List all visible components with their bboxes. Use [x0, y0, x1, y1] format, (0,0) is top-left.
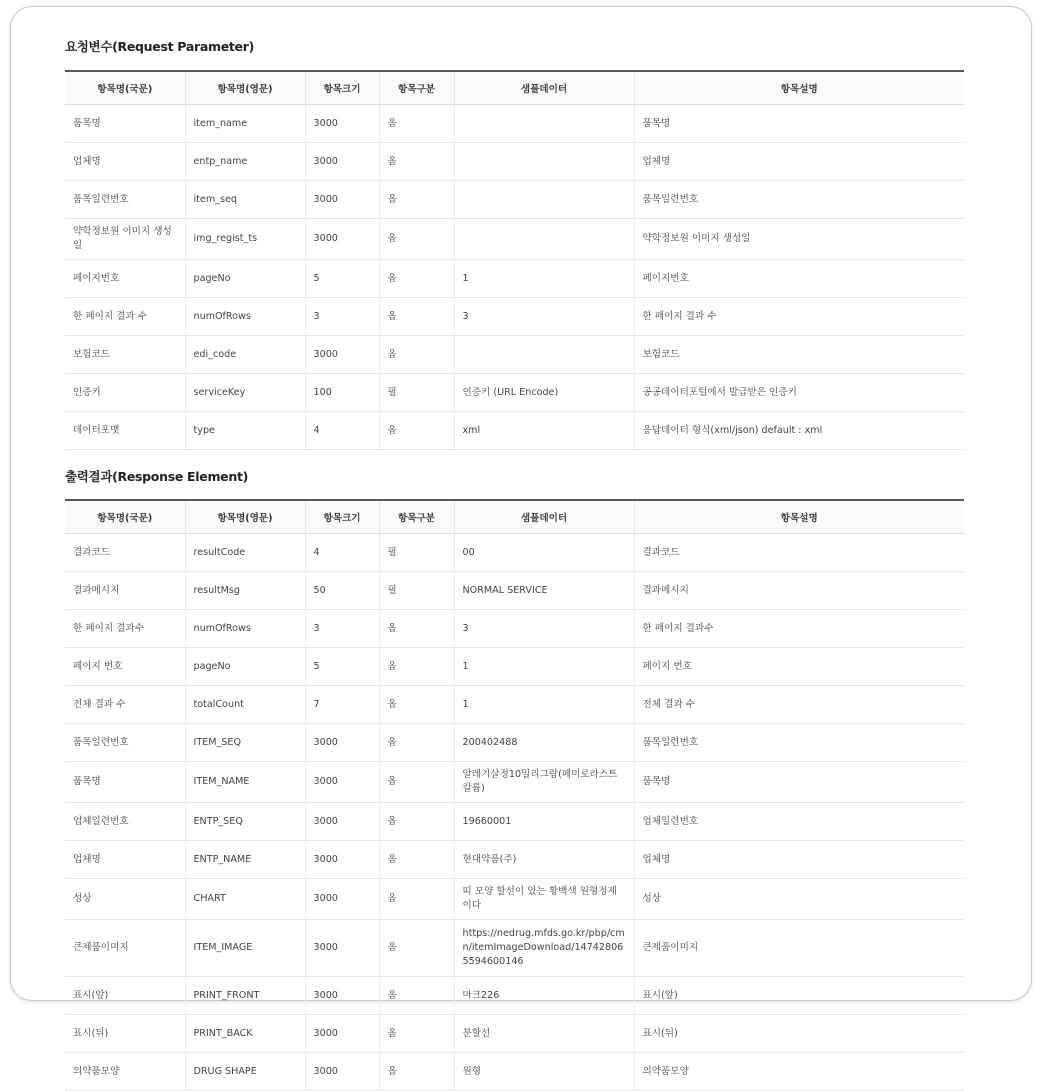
- cell-sample: [454, 181, 634, 219]
- cell-name-ko: 페이지 번호: [65, 648, 185, 686]
- cell-name-en: serviceKey: [185, 374, 305, 412]
- table-row: [65, 572, 964, 610]
- cell-size: 3000: [305, 143, 379, 181]
- cell-name-en: edi_code: [185, 336, 305, 374]
- cell-name-ko: 전체 결과 수: [65, 686, 185, 724]
- table-header-row: [65, 71, 964, 105]
- cell-type: 옵: [379, 879, 454, 920]
- cell-description: 전체 결과 수: [634, 686, 964, 724]
- cell-size: 5: [305, 648, 379, 686]
- cell-type: 옵: [379, 298, 454, 336]
- request-section-title: 요청변수(Request Parameter): [65, 39, 255, 54]
- cell-name-en: PRINT_FRONT: [185, 977, 305, 1015]
- cell-sample: 현대약품(주): [454, 841, 634, 879]
- table-row: [65, 610, 964, 648]
- content-area: [65, 37, 965, 1077]
- cell-size: 3: [305, 298, 379, 336]
- cell-description: 페이지 번호: [634, 648, 964, 686]
- header-size: 항목크기: [305, 500, 379, 534]
- cell-description: 품목일련번호: [634, 724, 964, 762]
- cell-name-en: numOfRows: [185, 610, 305, 648]
- cell-name-en: ITEM_NAME: [185, 762, 305, 803]
- cell-size: 3000: [305, 841, 379, 879]
- cell-sample: 00: [454, 534, 634, 572]
- cell-sample: 인증키 (URL Encode): [454, 374, 634, 412]
- cell-description: 품목명: [634, 762, 964, 803]
- cell-size: 3000: [305, 724, 379, 762]
- cell-description: 표시(뒤): [634, 1015, 964, 1053]
- cell-sample: [454, 219, 634, 260]
- header-type: 항목구분: [379, 71, 454, 105]
- cell-type: 옵: [379, 260, 454, 298]
- header-sample: 샘플데이터: [454, 71, 634, 105]
- table-row: [65, 803, 964, 841]
- table-row: [65, 374, 964, 412]
- cell-type: 옵: [379, 762, 454, 803]
- table-row: [65, 412, 964, 450]
- table-row: [65, 298, 964, 336]
- cell-name-en: resultCode: [185, 534, 305, 572]
- cell-description: 의약품모양: [634, 1053, 964, 1091]
- cell-sample: [454, 143, 634, 181]
- header-name-en: 항목명(영문): [185, 71, 305, 105]
- cell-name-ko: 품목일련번호: [65, 724, 185, 762]
- table-row: [65, 1015, 964, 1053]
- cell-type: 옵: [379, 336, 454, 374]
- cell-description: 결과코드: [634, 534, 964, 572]
- cell-name-ko: 표시(뒤): [65, 1015, 185, 1053]
- table-row: [65, 724, 964, 762]
- cell-description: 업체일련번호: [634, 803, 964, 841]
- cell-name-ko: 큰제품이미지: [65, 920, 185, 977]
- cell-name-en: CHART: [185, 879, 305, 920]
- cell-name-en: item_name: [185, 105, 305, 143]
- cell-description: 보험코드: [634, 336, 964, 374]
- cell-description: 성상: [634, 879, 964, 920]
- table-row: [65, 879, 964, 920]
- cell-sample: 1: [454, 260, 634, 298]
- cell-size: 4: [305, 534, 379, 572]
- cell-size: 3000: [305, 977, 379, 1015]
- cell-name-ko: 인증키: [65, 374, 185, 412]
- cell-size: 7: [305, 686, 379, 724]
- cell-sample: 3: [454, 298, 634, 336]
- request-parameter-table: [65, 70, 964, 450]
- cell-name-ko: 성상: [65, 879, 185, 920]
- cell-sample: 1: [454, 686, 634, 724]
- cell-name-en: ENTP_NAME: [185, 841, 305, 879]
- cell-size: 4: [305, 412, 379, 450]
- cell-description: 업체명: [634, 143, 964, 181]
- header-type: 항목구분: [379, 500, 454, 534]
- cell-name-en: resultMsg: [185, 572, 305, 610]
- cell-name-en: DRUG SHAPE: [185, 1053, 305, 1091]
- cell-type: 옵: [379, 610, 454, 648]
- response-element-table: [65, 499, 964, 1091]
- cell-name-en: entp_name: [185, 143, 305, 181]
- cell-sample: 원형: [454, 1053, 634, 1091]
- cell-name-ko: 품목일련번호: [65, 181, 185, 219]
- cell-description: 공공데이터포털에서 발급받은 인증키: [634, 374, 964, 412]
- cell-size: 3000: [305, 1053, 379, 1091]
- cell-type: 옵: [379, 686, 454, 724]
- table-row: [65, 143, 964, 181]
- cell-name-ko: 의약품모양: [65, 1053, 185, 1091]
- cell-name-ko: 업체명: [65, 841, 185, 879]
- cell-description: 큰제품이미지: [634, 920, 964, 977]
- cell-name-ko: 결과코드: [65, 534, 185, 572]
- header-description: 항목설명: [634, 500, 964, 534]
- cell-name-ko: 페이지번호: [65, 260, 185, 298]
- cell-size: 3000: [305, 803, 379, 841]
- cell-name-ko: 보험코드: [65, 336, 185, 374]
- cell-description: 품목명: [634, 105, 964, 143]
- cell-sample: 200402488: [454, 724, 634, 762]
- cell-sample: 마크226: [454, 977, 634, 1015]
- table-row: [65, 1053, 964, 1091]
- cell-name-ko: 업체일련번호: [65, 803, 185, 841]
- cell-name-ko: 한 페이지 결과 수: [65, 298, 185, 336]
- cell-sample: 1: [454, 648, 634, 686]
- table-row: [65, 219, 964, 260]
- cell-name-en: img_regist_ts: [185, 219, 305, 260]
- table-row: [65, 336, 964, 374]
- cell-name-ko: 결과메시지: [65, 572, 185, 610]
- table-row: [65, 920, 964, 977]
- cell-description: 업체명: [634, 841, 964, 879]
- cell-type: 옵: [379, 219, 454, 260]
- cell-type: 필: [379, 572, 454, 610]
- header-description: 항목설명: [634, 71, 964, 105]
- cell-type: 필: [379, 374, 454, 412]
- cell-name-ko: 한 페이지 결과수: [65, 610, 185, 648]
- cell-type: 옵: [379, 803, 454, 841]
- cell-size: 5: [305, 260, 379, 298]
- cell-description: 응답데이터 형식(xml/json) default : xml: [634, 412, 964, 450]
- table-row: [65, 686, 964, 724]
- cell-name-en: ITEM_SEQ: [185, 724, 305, 762]
- table-row: [65, 841, 964, 879]
- cell-sample: 분할선: [454, 1015, 634, 1053]
- cell-name-ko: 품목명: [65, 762, 185, 803]
- cell-size: 50: [305, 572, 379, 610]
- cell-sample: [454, 105, 634, 143]
- cell-description: 약학정보원 이미지 생성일: [634, 219, 964, 260]
- cell-size: 3000: [305, 336, 379, 374]
- cell-size: 3000: [305, 762, 379, 803]
- cell-size: 3: [305, 610, 379, 648]
- cell-name-en: item_seq: [185, 181, 305, 219]
- cell-type: 옵: [379, 181, 454, 219]
- cell-name-ko: 약학정보원 이미지 생성일: [65, 219, 185, 260]
- header-sample: 샘플데이터: [454, 500, 634, 534]
- cell-name-ko: 표시(앞): [65, 977, 185, 1015]
- cell-type: 옵: [379, 143, 454, 181]
- cell-type: 옵: [379, 920, 454, 977]
- cell-sample: 알레기살정10밀리그람(페미로라스트칼륨): [454, 762, 634, 803]
- table-header-row: [65, 500, 964, 534]
- cell-type: 옵: [379, 648, 454, 686]
- response-section-title: 출력결과(Response Element): [65, 469, 249, 484]
- document-frame: [10, 6, 1032, 1077]
- cell-type: 옵: [379, 724, 454, 762]
- cell-name-en: ENTP_SEQ: [185, 803, 305, 841]
- cell-name-ko: 업체명: [65, 143, 185, 181]
- cell-sample: 19660001: [454, 803, 634, 841]
- cell-size: 3000: [305, 105, 379, 143]
- cell-size: 3000: [305, 879, 379, 920]
- cell-size: 3000: [305, 1015, 379, 1053]
- cell-size: 100: [305, 374, 379, 412]
- header-name-ko: 항목명(국문): [65, 71, 185, 105]
- cell-name-ko: 데이터포맷: [65, 412, 185, 450]
- table-row: [65, 105, 964, 143]
- cell-type: 옵: [379, 977, 454, 1015]
- cell-description: 결과메시지: [634, 572, 964, 610]
- cell-description: 한 페이지 결과 수: [634, 298, 964, 336]
- cell-name-en: pageNo: [185, 260, 305, 298]
- table-row: [65, 534, 964, 572]
- cell-type: 필: [379, 534, 454, 572]
- cell-type: 옵: [379, 1053, 454, 1091]
- cell-description: 표시(앞): [634, 977, 964, 1015]
- header-name-en: 항목명(영문): [185, 500, 305, 534]
- cell-sample: 띠 모양 할선이 있는 황백색 원형정제이다: [454, 879, 634, 920]
- cell-size: 3000: [305, 181, 379, 219]
- cell-name-en: type: [185, 412, 305, 450]
- cell-name-en: ITEM_IMAGE: [185, 920, 305, 977]
- table-row: [65, 648, 964, 686]
- header-size: 항목크기: [305, 71, 379, 105]
- cell-type: 옵: [379, 412, 454, 450]
- table-row: [65, 762, 964, 803]
- cell-name-en: pageNo: [185, 648, 305, 686]
- cell-description: 페이지번호: [634, 260, 964, 298]
- cell-name-ko: 품목명: [65, 105, 185, 143]
- cell-name-en: totalCount: [185, 686, 305, 724]
- cell-name-en: PRINT_BACK: [185, 1015, 305, 1053]
- table-row: [65, 260, 964, 298]
- table-row: [65, 977, 964, 1015]
- header-name-ko: 항목명(국문): [65, 500, 185, 534]
- cell-sample: 3: [454, 610, 634, 648]
- cell-description: 한 페이지 결과수: [634, 610, 964, 648]
- cell-sample: https://nedrug.mfds.go.kr/pbp/cmn/itemImageDownload/147428065594600146: [454, 920, 634, 977]
- cell-size: 3000: [305, 920, 379, 977]
- table-row: [65, 181, 964, 219]
- cell-type: 옵: [379, 1015, 454, 1053]
- cell-sample: NORMAL SERVICE: [454, 572, 634, 610]
- cell-type: 옵: [379, 841, 454, 879]
- cell-sample: xml: [454, 412, 634, 450]
- cell-description: 품목일련번호: [634, 181, 964, 219]
- cell-name-en: numOfRows: [185, 298, 305, 336]
- cell-type: 옵: [379, 105, 454, 143]
- cell-size: 3000: [305, 219, 379, 260]
- cell-sample: [454, 336, 634, 374]
